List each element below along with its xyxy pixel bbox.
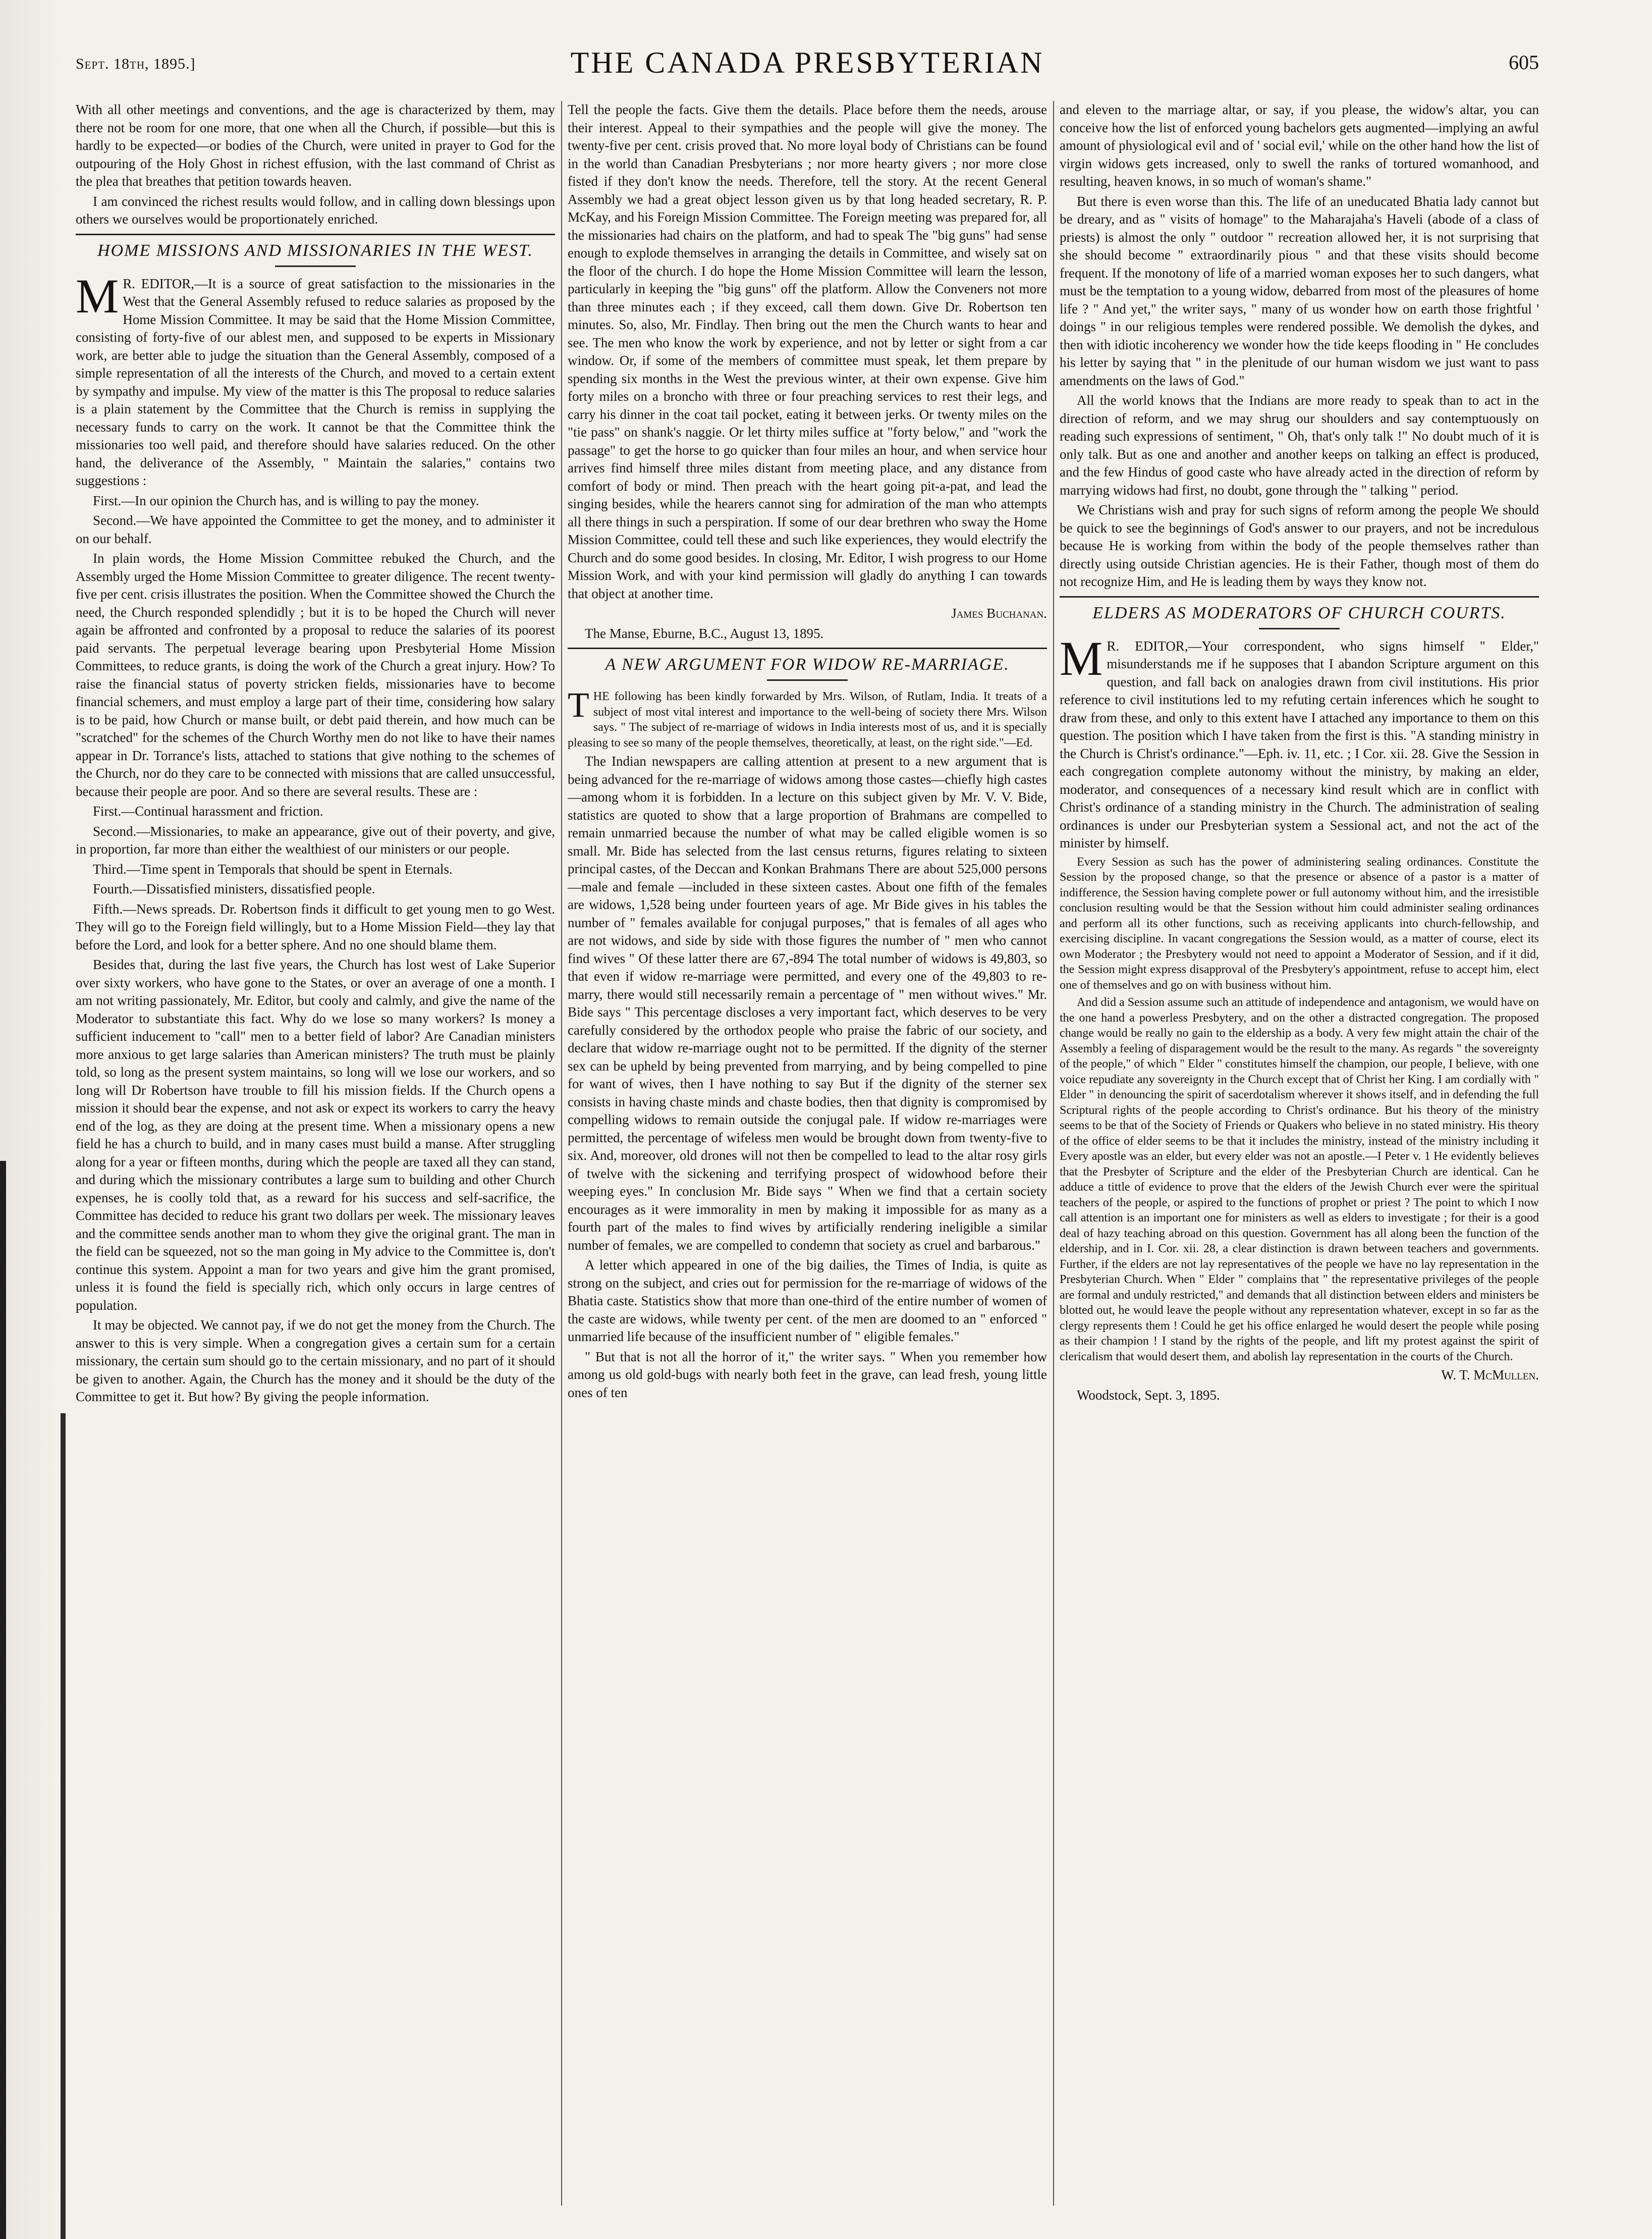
paragraph: The Indian newspapers are calling attention at present to a new argument that is being advanced for the re-marriage of widows among those castes—chiefly high castes—among whom it is forbidden. In a lecture on this subject given by Mr. V. V. Bide, statistics are quoted to show that a large proportion of Brahmans are compelled to remain unmarried because the number of what may be called eligible women is so small. Mr. Bide has selected from the last census returns, figures relating to sixteen principal castes, of the Deccan and Konkan Brahmans There are about 525,000 persons—male and female —included in these sixteen castes. About one fifth of the females are widows, 1,528 being under fourteen years of age. Mr Bide gives in his tables the number of " females available for conjugal purposes," that is females of all ages who are not widows, and side by side with those figures the number of " men who cannot find wives " Of these latter there are 67,-894 The total number of widows is 49,803, so that even if widow re-marriage were permitted, and every one of the 49,803 to re-marry, there would still necessarily remain a percentage of " men without wives." Mr. Bide says " This percentage discloses a very important fact, which deserves to be very carefully considered by the orthodox people who praise the fabric of our society, and declare that widow re-marriage ought not to be permitted. If the dignity of the sterner sex can be upheld by being prevented from marrying, and by being compelled to pine for want of wives, then I have nothing to say But if the dignity of the sterner sex consists in having chaste minds and chaste bodies, then that dignity is compromised by compelling widows to remain outside the conjugal pale. If widow re-marriages were permitted, the percentage of wifeless men would be brought down from twenty-five to six. And, moreover, old drones will not then be compelled to lead to the altar rosy girls of twelve with the sickening and terrifying prospect of widowhood before their weeping eyes." In conclusion Mr. Bide says " When we find that a certain society encourages as it were immorality in men by making it impossible for as many as a fourth part of the males to find wives by artificially rendering ineligible a similar number of females, we are compelled to condemn that society as cruel and barbarous." — [568, 754, 1047, 1253]
drop-cap: M — [1060, 631, 1103, 685]
column-2 — [568, 101, 1047, 2206]
drop-cap: M — [76, 269, 119, 323]
paragraph: Second.—We have appointed the Committee to get the money, and to administer it on our behalf. — [76, 513, 555, 546]
paragraph: But there is even worse than this. The life of an uneducated Bhatia lady cannot but be dreary, and as " visits of homage" to the Maharajaha's Haveli (abode of a class of priests) is almost the only " outdoor " recreation allowed her, it is not surprising that she should become " extraordinarily pious " and that these visits should become frequent. If the monotony of life of a married woman exposes her to such dangers, what must be the temptation to a young widow, debarred from most of the pleasures of home life ? " And yet," the writer says, " many of us wonder how on earth those frightful ' doings " in our religious temples were rendered possible. We demolish the dykes, and then with idiotic incoherency we wonder how the tide keeps flooding in " He concludes his letter by saying that " in the plenitude of our human wisdom we just want to pass amendments on the laws of God." — [1060, 193, 1539, 388]
paragraph: And did a Session assume such an attitude of independence and antagonism, we would have on the one hand a powerless Presbytery, and on the other a distracted congregation. The proposed change would be really no gain to the eldership as a body. A very few might attain the chair of the Assembly a feeling of disparagement would be the result to the many. As regards " the sovereignty of the people," of which " Elder " constitutes himself the champion, our people, I believe, with one voice repudiate any sovereignty in the Church except that of Christ her King. I am cordially with " Elder " in denouncing the spirit of sacerdotalism wherever it shows itself, and in defending the full Scriptural rights of the people according to Christ's ordinance. But his theory of the ministry seems to be that of the Society of Friends or Quakers who believe in no stated ministry. His theory of the office of elder seems to be that it includes the ministry, instead of the ministry including it Every apostle was an elder, but every elder was not an apostle.—I Peter v. 1 He evidently believes that the Presbyter of Scripture and the elder of the Presbyterian Church are identical. Can he adduce a tittle of evidence to prove that the elders of the Jewish Church ever were the spiritual teachers of the people, or aspired to the functions of prophet or priest ? The point to which I now call attention is an important one for ministers as well as elders to investigate ; for their is a good deal of hazy teaching abroad on this question. Government has all along been the function of the eldership, and in I. Cor. xii. 28, a clear distinction is drawn between teachers and governments. Further, if the elders are not lay representatives of the people we have no lay representation in the Presbyterian Church. When " Elder " complains that " the representative privileges of the people are formal and unduly restricted," and demands that all distinction between elders and ministers be blotted out, he would leave the people without any representation whatever, except in so far as the clergy represents them ! Could he get his office enlarged he would desert the people while posing as their champion ! I stand by the rights of the people, and lift my protest against the spirit of clericalism that would desert them, and abolish lay representation in the courts of the Church. — [1060, 996, 1539, 1363]
paragraph: Second.—Missionaries, to make an appearance, give out of their poverty, and give, in proportion, far more than either the wealthiest of our ministers or our people. — [76, 823, 555, 857]
paragraph-text: R. EDITOR,—It is a source of great satisfaction to the missionaries in the West that the General Assembly refused to reduce salaries as proposed by the Home Mission Committee. It may be said that the Home Mission Committee, consisting of forty-five of our ablest men, and supposed to be experts in Missionary work, are better able to judge the situation than the General Assembly, composed of a simple representation of all the interests of the Church, and moved to a certain extent by sympathy and impulse. My view of the matter is this The proposal to reduce salaries is a plain statement by the Committee that the Church is remiss in supplying the necessary funds to carry on the work. It cannot be that the Committee think the missionaries too well paid, and therefore should have salaries reduced. On the other hand, the deliverance of the Assembly, " Maintain the salaries," contains two suggestions : — [76, 276, 555, 488]
newspaper-title: THE CANADA PRESBYTERIAN — [570, 46, 1044, 79]
newspaper-page — [76, 45, 1539, 2206]
binding-shadow — [61, 1413, 66, 2239]
article-title-home-missions: HOME MISSIONS AND MISSIONARIES IN THE WEST. — [97, 241, 533, 260]
paragraph — [1060, 631, 1539, 852]
paragraph: I am convinced the richest results would follow, and in calling down blessings upon others we ourselves would be proportionately enriched. — [76, 193, 555, 227]
divider — [568, 648, 1047, 649]
paragraph: Tell the people the facts. Give them the details. Place before them the needs, arouse their interest. Appeal to their sympathies and the people will give the money. The twenty-five per cent. crisis proved that. No more loyal body of Christians can be found in the world than Canadian Presbyterians ; nor more hearty givers ; nor more close fisted if they don't know the needs. Therefore, tell the story. At the recent General Assembly we had a great object lesson given us by that long headed secretary, R. P. McKay, and his Foreign Mission Committee. The Foreign meeting was prepared for, all the missionaries had chairs on the platform, and had to speak The "big guns" had sense enough to explode themselves in arranging the details in Committee, and wisely sat on the floor of the church. I do hope the Home Mission Committee will learn the lesson, particularly in keeping the "big guns" off the platform. Allow the Conveners not more than three minutes each ; if they exceed, call them down. Give Dr. Robertson ten minutes. So, also, Mr. Findlay. Then bring out the men the Church wants to hear and see. The men who know the work by experience, and not by letter or sight from a car window. Or, if some of the members of committee must speak, let them prepare by spending six months in the West the previous winter, at their own expense. Give him forty miles on a broncho with three or four preaching services to rest their legs, and carry his dinner in the coat tail pocket, eating it between jerks. Or twenty miles on the "tie pass" on shank's naggie. Or let thirty miles suffice at "forty below," and "work the passage" to get the horse to go quicker than four miles an hour, and when service hour arrives find himself three miles distant from meeting place, and any distance from comfort of body or mind. Then preach with the heart going pit-a-pat, and lead the singing besides, while the hearers cannot sing for admiration of the man who attempts all there things in such a perspiration. If some of our dear brethren who sway the Home Mission Committee, could tell these and such like experiences, they would electrify the Church and do some good besides. In closing, Mr. Editor, I wish progress to our Home Mission Work, and with your kind permission will gladly do anything I can towards that object at another time. — [568, 102, 1047, 601]
page-gutter — [0, 0, 61, 2239]
columns — [76, 101, 1539, 2206]
column-rule — [561, 101, 562, 2206]
paragraph: Third.—Time spent in Temporals that should be spent in Eternals. — [93, 861, 453, 877]
masthead — [76, 45, 1539, 86]
paragraph: It may be objected. We cannot pay, if we do not get the money from the Church. The answer to this is very simple. When a congregation gives a certain sum for a certain missionary, the certain sum should go to the certain missionary, and no part of it should be given to another. Again, the Church has the money and it should be the duty of the Committee to get it. But how? By giving the people information. — [76, 1317, 555, 1404]
article-title-widow-remarriage: A NEW ARGUMENT FOR WIDOW RE-MARRIAGE. — [605, 655, 1010, 674]
article-title-elders: ELDERS AS MODERATORS OF CHURCH COURTS. — [1092, 603, 1506, 622]
paragraph-text: R. EDITOR,—Your correspondent, who signs himself " Elder," misunderstands me if he supposes that I abandon Scripture argument on this question, and fall back on analogies drawn from civil institutions. His prior reference to civil institutions led to my refuting certain inferences which he sought to draw from these, and only to this extent have I attached any importance to them on this question. The position which I have taken from the first is this. "A standing ministry in the Church is Christ's ordinance."—Eph. iv. 11, etc. ; I Cor. xii. 28. Give the Session in each congregation complete autonomy without the ministry, by making an elder, moderator, and consequences of a necessary kind result which are in conflict with Christ's ordinance of a standing ministry in the Church. The administration of sealing ordinances is under our Presbyterian system a Sessional act, and not the act of the minister by himself. — [1060, 638, 1539, 850]
paragraph: We Christians wish and pray for such signs of reform among the people We should be quick to see the beginnings of God's answer to our prayers, and not be incredulous because He is working from within the body of the people themselves rather than directly using outside Christian agencies. He is their Father, though most of them do not recognize Him, and He is leading them by ways they know not. — [1060, 502, 1539, 589]
paragraph: Every Session as such has the power of administering sealing ordinances. Constitute the Session by the proposed change, so that the presence or absence of a pastor is a matter of indifference, the Session having complete power or full autonomy without him, and the irresistible conclusion resulting would be that the Session without him could administer sealing ordinances and perform all its other functions, such as receiving applicants into church-fellowship, and exercising discipline. In vacant congregations the Session would, as a matter of course, elect its own Moderator ; the Presbytery would not need to appoint a Moderator of Session, and if it did, the Session might express disapproval of the Presbytery's appointment, refuse to accept him, elect one of themselves and go on with business without him. — [1060, 855, 1539, 992]
column-rule — [1053, 101, 1054, 2206]
editor-intro — [568, 686, 1047, 751]
paragraph: With all other meetings and conventions, and the age is characterized by them, may there not be room for one more, that one when all the Church, if possible—but this is hardly to be expected—or bodies of the Church, were united in prayer to God for the outpouring of the Holy Ghost in richest effusion, with the last command of Christ as the plea that breathes that petition towards heaven. — [76, 102, 555, 189]
paragraph: First.—In our opinion the Church has, and is willing to pay the money. — [93, 493, 479, 508]
divider — [275, 265, 356, 267]
divider — [76, 234, 555, 235]
column-1 — [76, 101, 555, 2206]
issue-date: Sept. 18th, 1895.] — [76, 56, 196, 72]
paragraph: and eleven to the marriage altar, or say, if you please, the widow's altar, you can conceive how the list of enforced young bachelors gets augmented—implying an awful amount of physiological evil and of ' social evil,' while on the other hand how the list of virgin widows gets increased, only to swell the ranks of tortured womanhood, and resulting, heaven knows, in so much of woman's shame." — [1060, 102, 1539, 189]
signature: W. T. McMullen. — [1441, 1367, 1539, 1382]
divider — [1259, 628, 1340, 629]
binding-edge — [0, 1161, 6, 2239]
paragraph: Fifth.—News spreads. Dr. Robertson finds it difficult to get young men to go West. They will go to the Foreign field willingly, but to a Home Mission Field—they lay that before the Lord, and look for a better sphere. And no one should blame them. — [76, 901, 555, 952]
column-3 — [1060, 101, 1539, 2206]
paragraph — [76, 269, 555, 490]
page-number: 605 — [1509, 51, 1539, 74]
drop-cap: T — [568, 686, 589, 725]
paragraph-text: HE following has been kindly forwarded by Mrs. Wilson, of Rutlam, India. It treats of a subject of most vital interest and importance to the well-being of society there Mrs. Wilson says. " The subject of re-marriage of widows in India interests most of us, and it is specially pleasing to see so many of the people themselves, theoretically, at least, on the right side."—Ed. — [568, 690, 1047, 750]
paragraph: All the world knows that the Indians are more ready to speak than to act in the direction of reform, and we may shrug our shoulders and say contemptuously on reading such expressions of sentiment, " Oh, that's only talk !" No doubt much of it is only talk. But as one and another and another keeps on talking an effect is produced, and the few Hindus of good caste who have already acted in the direction of reform by marrying widows had first, no doubt, gone through the " talking " period. — [1060, 393, 1539, 498]
paragraph: First.—Continual harassment and friction. — [93, 804, 323, 819]
signature: James Buchanan. — [951, 606, 1047, 621]
dateline: Woodstock, Sept. 3, 1895. — [1077, 1387, 1220, 1403]
paragraph: " But that is not all the horror of it," the writer says. " When you remember how among us old gold-bugs with nearly both feet in the grave, can lead fresh, young little ones of ten — [568, 1349, 1047, 1400]
paragraph: A letter which appeared in one of the big dailies, the Times of India, is quite as strong on the subject, and cries out for permission for the re-marriage of widows of the Bhatia caste. Statistics show that more than one-third of the entire number of women of the caste are widows, while twenty per cent. of the men are doomed to an " enforced " unmarried life because of the insufficient number of " eligible females." — [568, 1257, 1047, 1344]
dateline: The Manse, Eburne, B.C., August 13, 1895. — [585, 625, 824, 641]
divider — [767, 679, 848, 681]
paragraph: Fourth.—Dissatisfied ministers, dissatisfied people. — [93, 881, 375, 896]
paragraph: Besides that, during the last five years, the Church has lost west of Lake Superior over sixty workers, who have gone to the States, or over an average of one a month. I am not writing passionately, Mr. Editor, but cooly and calmly, and give the name of the Moderator to substantiate this fact. Why do we lose so many workers? Is money a sufficient inducement to "call" men to a better field of labor? Are Canadian ministers more anxious to get large salaries than American ministers? The truth must be plainly told, so long as the present system maintains, so long will we lose our workers, and so long will Dr Robertson have trouble to fill his mission fields. If the Church opens a mission it should bear the expense, and not ask or expect its workers to carry the heavy end of the log, as they are doing at the present time. When a missionary opens a new field he has a church to build, and in many cases must build a manse. After struggling along for a year or fifteen months, during which the people are taxed all they can stand, and during which the missionary contributes a large sum to building and other Church expenses, he is coolly told that, as a reward for his success and self-sacrifice, the Committee has decided to reduce his grant two dollars per week. The missionary leaves and the committee sends another man to whom they give the original grant. The man in the field can be squeezed, not so the man going in My advice to the Committee is, don't continue this system. Appoint a man for two years and give him the grant promised, unless it is found the field is specially rich, which only occurs in large centres of population. — [76, 957, 555, 1313]
paragraph: In plain words, the Home Mission Committee rebuked the Church, and the Assembly urged the Home Mission Committee to greater diligence. The recent twenty-five per cent. crisis illustrates the position. When the Committee showed the Church the need, the Church responded splendidly ; but it is to be hoped the Church will never again be affronted and confronted by a proposal to reduce the salaries of its poorest paid servants. The perpetual leverage bearing upon Presbyterial Home Mission Committees, to reduce grants, is doing the work of the Church a great injury. How? To raise the financial status of poverty stricken fields, missionaries have to become financial schemers, and must employ a large part of their time, considering how salary is to be paid, how Church or manse built, or debt paid therein, and how much can be "scratched" for the schemes of the Church Worthy men do not like to have their names appear in Dr. Torrance's lists, attached to stations that give nothing to the schemes of the Church, nor do they care to be connected with missions that are called unsuccessful, because their people are poor. And so there are several results. These are : — [76, 551, 555, 799]
divider — [1060, 596, 1539, 598]
